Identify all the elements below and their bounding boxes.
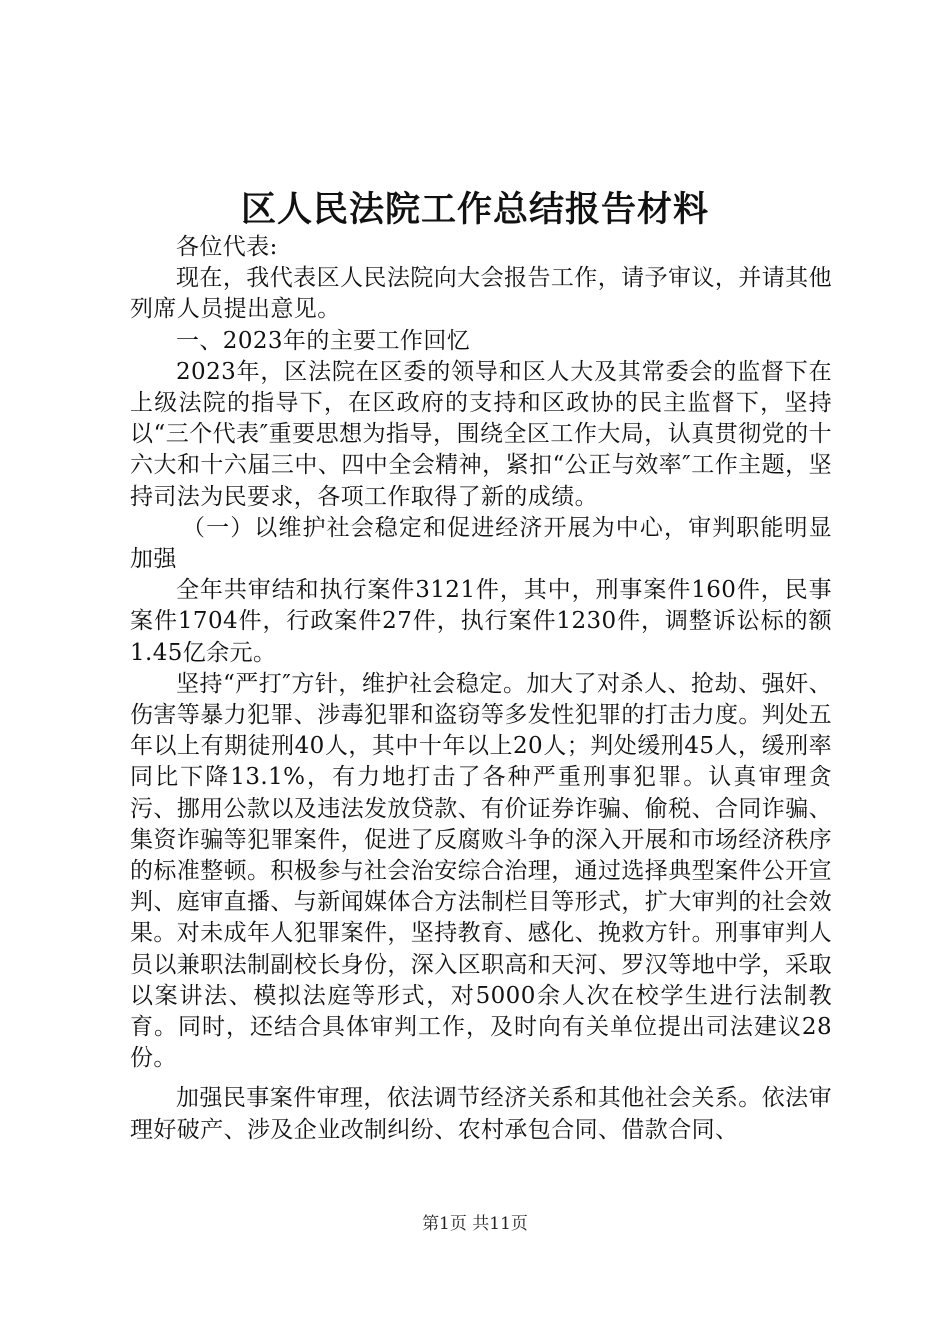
paragraph-gap bbox=[130, 1074, 832, 1083]
document-body bbox=[130, 232, 832, 1146]
paragraph-civil: 加强民事案件审理，依法调节经济关系和其他社会关系。依法审理好破产、涉及企业改制纠纷、农村承包合同、借款合同、 bbox=[130, 1085, 832, 1143]
paragraph-case-stats: 全年共审结和执行案件3121件，其中，刑事案件160件，民事案件1704件，行政案件27件，执行案件1230件，调整诉讼标的额1.45亿余元。 bbox=[130, 577, 832, 666]
document-title: 区人民法院工作总结报告材料 bbox=[240, 189, 709, 230]
section-heading: 一、2023年的主要工作回忆 bbox=[176, 327, 471, 354]
paragraph-overview: 2023年，区法院在区委的领导和区人大及其常委会的监督下在上级法院的指导下，在区政府的支持和区政协的民主监督下，坚持以“三个代表″重要思想为指导，围绕全区工作大局，认真贯彻党的十六大和十六届三中、四中全会精神，紧扣“公正与效率″工作主题，坚持司法为民要求，各项工作取得了新的成绩。 bbox=[130, 358, 832, 510]
subsection-heading: （一）以维护社会稳定和促进经济开展为中心，审判职能明显加强 bbox=[130, 514, 832, 573]
salutation: 各位代表: bbox=[176, 234, 278, 260]
page-footer: 第1页 共11页 bbox=[422, 1214, 528, 1234]
paragraph-criminal: 坚持“严打″方针，维护社会稳定。加大了对杀人、抢劫、强奸、伤害等暴力犯罪、涉毒犯罪和盗窃等多发性犯罪的打击力度。判处五年以上有期徒刑40人，其中十年以上20人；判处缓刑45人，缓刑率同比下降13.1%，有力地打击了各种严重刑事犯罪。认真审理贪污、挪用公款以及违法发放贷款、有价证券诈骗、偷税、合同诈骗、集资诈骗等犯罪案件，促进了反腐败斗争的深入开展和市场经济秩序的标准整顿。积极参与社会治安综合治理，通过选择典型案件公开宣判、庭审直播、与新闻媒体合方法制栏目等形式，扩大审判的社会效果。对未成年人犯罪案件，坚持教育、感化、挽救方针。刑事审判人员以兼职法制副校长身份，深入区职高和天河、罗汉等地中学，采取以案讲法、模拟法庭等形式，对5000余人次在校学生进行法制教育。同时，还结合具体审判工作，及时向有关单位提出司法建议28份。 bbox=[130, 670, 832, 1072]
paragraph-intro: 现在，我代表区人民法院向大会报告工作，请予审议，并请其他列席人员提出意见。 bbox=[130, 265, 832, 323]
